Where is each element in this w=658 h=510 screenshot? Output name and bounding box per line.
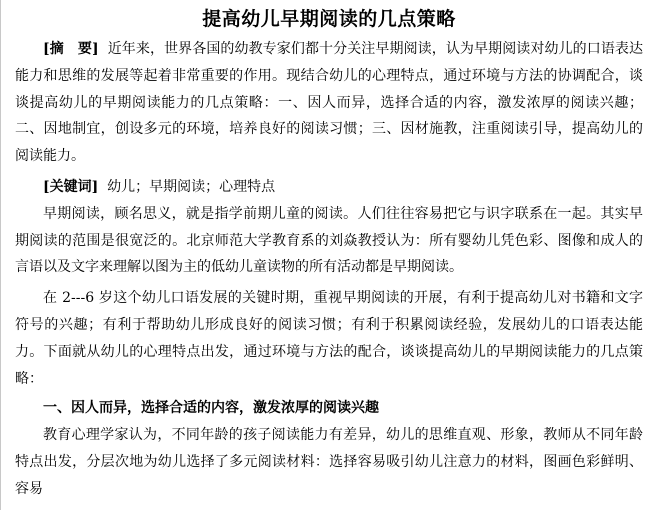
document-title: 提高幼儿早期阅读的几点策略 [202,8,456,30]
abstract-text: 近年来，世界各国的幼教专家们都十分关注早期阅读，认为早期阅读对幼儿的口语表达能力和思维的发展等起着非常重要的作用。现结合幼儿的心理特点，通过环境与方法的协调配合，谈谈提高幼儿的早期阅读能力的几点策略：一、因人而异，选择合适的内容，激发浓厚的阅读兴趣；二、因地制宜，创设多元的环境，培养良好的阅读习惯；三、因材施教，注重阅读引导，提高幼儿的阅读能力。 [15,41,644,165]
keywords-text: 幼儿；早期阅读；心理特点 [107,178,276,195]
keywords-paragraph [15,174,643,201]
document-body [15,6,643,503]
abstract-paragraph [15,36,643,170]
section-heading-1: 一、因人而异，选择合适的内容，激发浓厚的阅读兴趣 [43,400,379,417]
abstract-label: [摘 要] [43,41,99,57]
body-paragraph-1: 早期阅读，顾名思义，就是指学前期儿童的阅读。人们往往容易把它与识字联系在一起。其实早期阅读的范围是很宽泛的。北京师范大学教育系的刘焱教授认为：所有婴幼儿凭色彩、图像和成人的言语以及文字来理解以图为主的低幼儿童读物的所有活动都是早期阅读。 [15,205,643,276]
body-paragraph-2: 在 2---6 岁这个幼儿口语发展的关键时期，重视早期阅读的开展，有利于提高幼儿对书籍和文字符号的兴趣；有利于帮助幼儿形成良好的阅读习惯；有利于积累阅读经验，发展幼儿的口语表达能力。下面就从幼儿的心理特点出发，通过环境与方法的配合，谈谈提高幼儿的早期阅读能力的几点策略： [15,290,643,387]
keywords-label: [关键词] [43,178,99,195]
section-paragraph-1: 教育心理学家认为，不同年龄的孩子阅读能力有差异，幼儿的思维直观、形象，教师从不同年龄特点出发，分层次地为幼儿选择了多元阅读材料：选择容易吸引幼儿注意力的材料，图画色彩鲜明、容易 [15,427,643,497]
